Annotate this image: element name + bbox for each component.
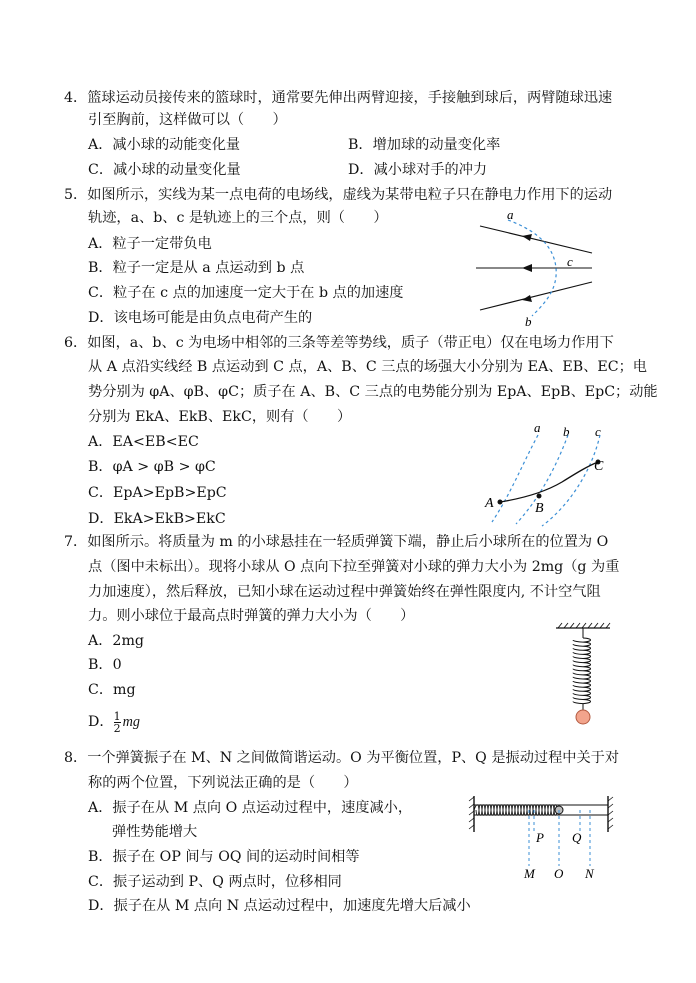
half-fraction bbox=[114, 711, 121, 734]
label-N: N bbox=[585, 866, 594, 881]
horizontal-spring bbox=[474, 805, 557, 816]
q7-spring-figure bbox=[548, 622, 618, 732]
equipotential-c bbox=[542, 435, 600, 526]
label-Q: Q bbox=[572, 830, 582, 845]
fraction-numerator: 1 bbox=[113, 709, 121, 723]
q4-stem-line1: 4．篮球运动员接传来的篮球时，通常要先伸出两臂迎接，手接触到球后，两臂随球迅速 bbox=[64, 90, 613, 106]
q5-option-a: A．粒子一定带负电 bbox=[88, 236, 212, 252]
q5-option-b: B．粒子一定是从 a 点运动到 b 点 bbox=[88, 260, 305, 276]
q4-option-d: D．减小球对手的冲力 bbox=[348, 162, 488, 178]
q5-stem-line1: 5．如图所示，实线为某一点电荷的电场线，虚线为某带电粒子只在静电力作用下的运动 bbox=[64, 187, 613, 203]
q6-option-b: B．φA > φB > φC bbox=[88, 459, 216, 475]
point-A bbox=[498, 500, 503, 505]
label-C: C bbox=[594, 459, 604, 474]
field-line-lower bbox=[480, 282, 592, 310]
q5-field-figure bbox=[470, 208, 600, 328]
q8-option-c: C．振子运动到 P、Q 两点时，位移相同 bbox=[88, 874, 342, 890]
ceiling-hatch bbox=[558, 623, 610, 628]
q6-stem-line2: 从 A 点沿实线经 B 点运动到 C 点，A、B、C 三点的场强大小分别为 EA、EB、EC；电 bbox=[88, 359, 647, 375]
q5-stem-line2: 轨迹，a、b、c 是轨迹上的三个点，则（ ） bbox=[88, 210, 388, 226]
label-c: c bbox=[567, 254, 573, 269]
label-b: b bbox=[563, 424, 570, 439]
q7-option-c: C．mg bbox=[88, 682, 136, 698]
q7-stem-line1: 7．如图所示。将质量为 m 的小球悬挂在一轻质弹簧下端，静止后小球所在的位置为 O bbox=[64, 534, 609, 550]
q4-option-b: B．增加球的动量变化率 bbox=[348, 137, 501, 153]
label-M: M bbox=[524, 866, 535, 881]
arrow-lower bbox=[522, 295, 532, 302]
q6-stem-line4: 分别为 EkA、EkB、EkC，则有（ ） bbox=[88, 409, 352, 425]
proton-path bbox=[500, 462, 598, 502]
arrow-upper bbox=[522, 234, 532, 241]
q8-oscillator-figure bbox=[466, 792, 616, 888]
q6-option-c: C．EpA>EpB>EpC bbox=[88, 485, 227, 501]
q7-option-a: A．2mg bbox=[88, 633, 144, 649]
q7-option-d-suffix: mg bbox=[122, 714, 140, 730]
q6-stem-line1: 6．如图，a、b、c 为电场中相邻的三条等差等势线，质子（带正电）仅在电场力作用下 bbox=[64, 335, 614, 351]
q6-equipotential-figure bbox=[480, 420, 620, 530]
arrow-middle bbox=[522, 264, 532, 272]
point-B bbox=[537, 494, 542, 499]
q6-option-d: D．EkA>EkB>EkC bbox=[88, 511, 226, 527]
equipotential-a bbox=[492, 435, 538, 522]
q7-stem-line3: 力加速度），然后释放，已知小球在运动过程中弹簧始终在弹性限度内, 不计空气阻 bbox=[88, 584, 601, 600]
q4-option-a: A．减小球的动能变化量 bbox=[88, 137, 241, 153]
field-line-upper bbox=[480, 226, 592, 253]
label-P: P bbox=[536, 830, 544, 845]
label-a: a bbox=[507, 207, 514, 222]
q8-option-d: D．振子在从 M 点向 N 点运动过程中，加速度先增大后减小 bbox=[88, 898, 471, 914]
label-O: O bbox=[554, 866, 564, 881]
q6-stem-line3: 势分别为 φA、φB、φC；质子在 A、B、C 三点的电势能分别为 EpA、EpB、EpC；动能 bbox=[88, 384, 658, 400]
q7-option-d bbox=[88, 710, 140, 734]
hanging-ball bbox=[576, 710, 590, 724]
q7-option-d-prefix: D． bbox=[88, 714, 114, 730]
q8-stem-line1: 8．一个弹簧振子在 M、N 之间做简谐运动。O 为平衡位置，P、Q 是振动过程中关于对 bbox=[64, 750, 620, 766]
q8-option-b: B．振子在 OP 间与 OQ 间的运动时间相等 bbox=[88, 849, 360, 865]
label-B: B bbox=[535, 501, 544, 516]
fraction-denominator: 2 bbox=[113, 721, 121, 735]
q7-stem-line2: 点（图中未标出）。现将小球从 O 点向下拉至弹簧对小球的弹力大小为 2mg（g 为重 bbox=[88, 559, 620, 575]
label-A: A bbox=[485, 496, 494, 511]
q8-option-a-line1: A．振子在从 M 点向 O 点运动过程中，速度减小， bbox=[88, 800, 413, 816]
q6-option-a: A．EA<EB<EC bbox=[88, 434, 199, 450]
q7-option-b: B．0 bbox=[88, 657, 122, 673]
q5-option-c: C．粒子在 c 点的加速度一定大于在 b 点的加速度 bbox=[88, 285, 404, 301]
q5-option-d: D．该电场可能是由负点电荷产生的 bbox=[88, 310, 313, 326]
q4-stem-line2: 引至胸前，这样做可以（ ） bbox=[88, 112, 287, 128]
label-c: c bbox=[595, 424, 601, 439]
q7-stem-line4: 力。则小球位于最高点时弹簧的弹力大小为（ ） bbox=[88, 608, 415, 624]
spring-coil bbox=[573, 638, 591, 704]
label-a: a bbox=[534, 420, 541, 435]
q8-option-a-line2: 弹性势能增大 bbox=[112, 824, 198, 840]
q4-option-c: C．减小球的动量变化量 bbox=[88, 162, 241, 178]
q8-stem-line2: 称的两个位置，下列说法正确的是（ ） bbox=[88, 775, 358, 791]
label-b: b bbox=[525, 314, 532, 329]
